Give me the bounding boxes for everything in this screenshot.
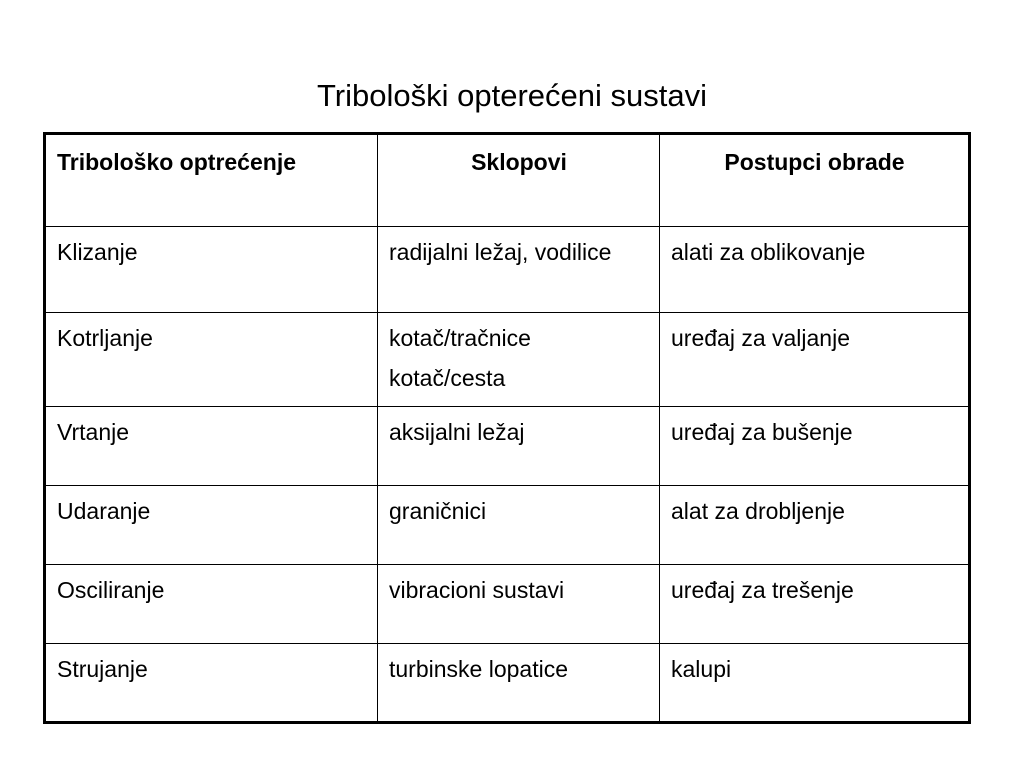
cell-processing: uređaj za valjanje [660, 313, 970, 407]
slide-title: Tribološki opterećeni sustavi [317, 78, 707, 113]
table-row [45, 227, 970, 313]
table-container [43, 132, 968, 724]
table-header-row [45, 134, 970, 227]
cell-processing: alati za oblikovanje [660, 227, 970, 313]
table-row [45, 486, 970, 565]
cell-assemblies: turbinske lopatice [378, 644, 660, 723]
cell-processing: kalupi [660, 644, 970, 723]
cell-processing: alat za drobljenje [660, 486, 970, 565]
cell-assemblies: vibracioni sustavi [378, 565, 660, 644]
cell-load: Udaranje [45, 486, 378, 565]
assembly-line: kotač/cesta [389, 365, 506, 391]
cell-load: Kotrljanje [45, 313, 378, 407]
cell-assemblies: graničnici [378, 486, 660, 565]
cell-assemblies: radijalni ležaj, vodilice [378, 227, 660, 313]
table-row [45, 644, 970, 723]
cell-processing: uređaj za bušenje [660, 407, 970, 486]
cell-load: Strujanje [45, 644, 378, 723]
header-processing: Postupci obrade [660, 134, 970, 227]
table-row [45, 565, 970, 644]
cell-load: Klizanje [45, 227, 378, 313]
cell-assemblies: aksijalni ležaj [378, 407, 660, 486]
header-assemblies: Sklopovi [378, 134, 660, 227]
cell-assemblies [378, 313, 660, 407]
tribology-table [43, 132, 971, 724]
table-row [45, 313, 970, 407]
cell-processing: uređaj za trešenje [660, 565, 970, 644]
assembly-line: kotač/tračnice [389, 325, 531, 351]
cell-load: Osciliranje [45, 565, 378, 644]
cell-load: Vrtanje [45, 407, 378, 486]
header-tribological-load: Tribološko optrećenje [45, 134, 378, 227]
table-row [45, 407, 970, 486]
